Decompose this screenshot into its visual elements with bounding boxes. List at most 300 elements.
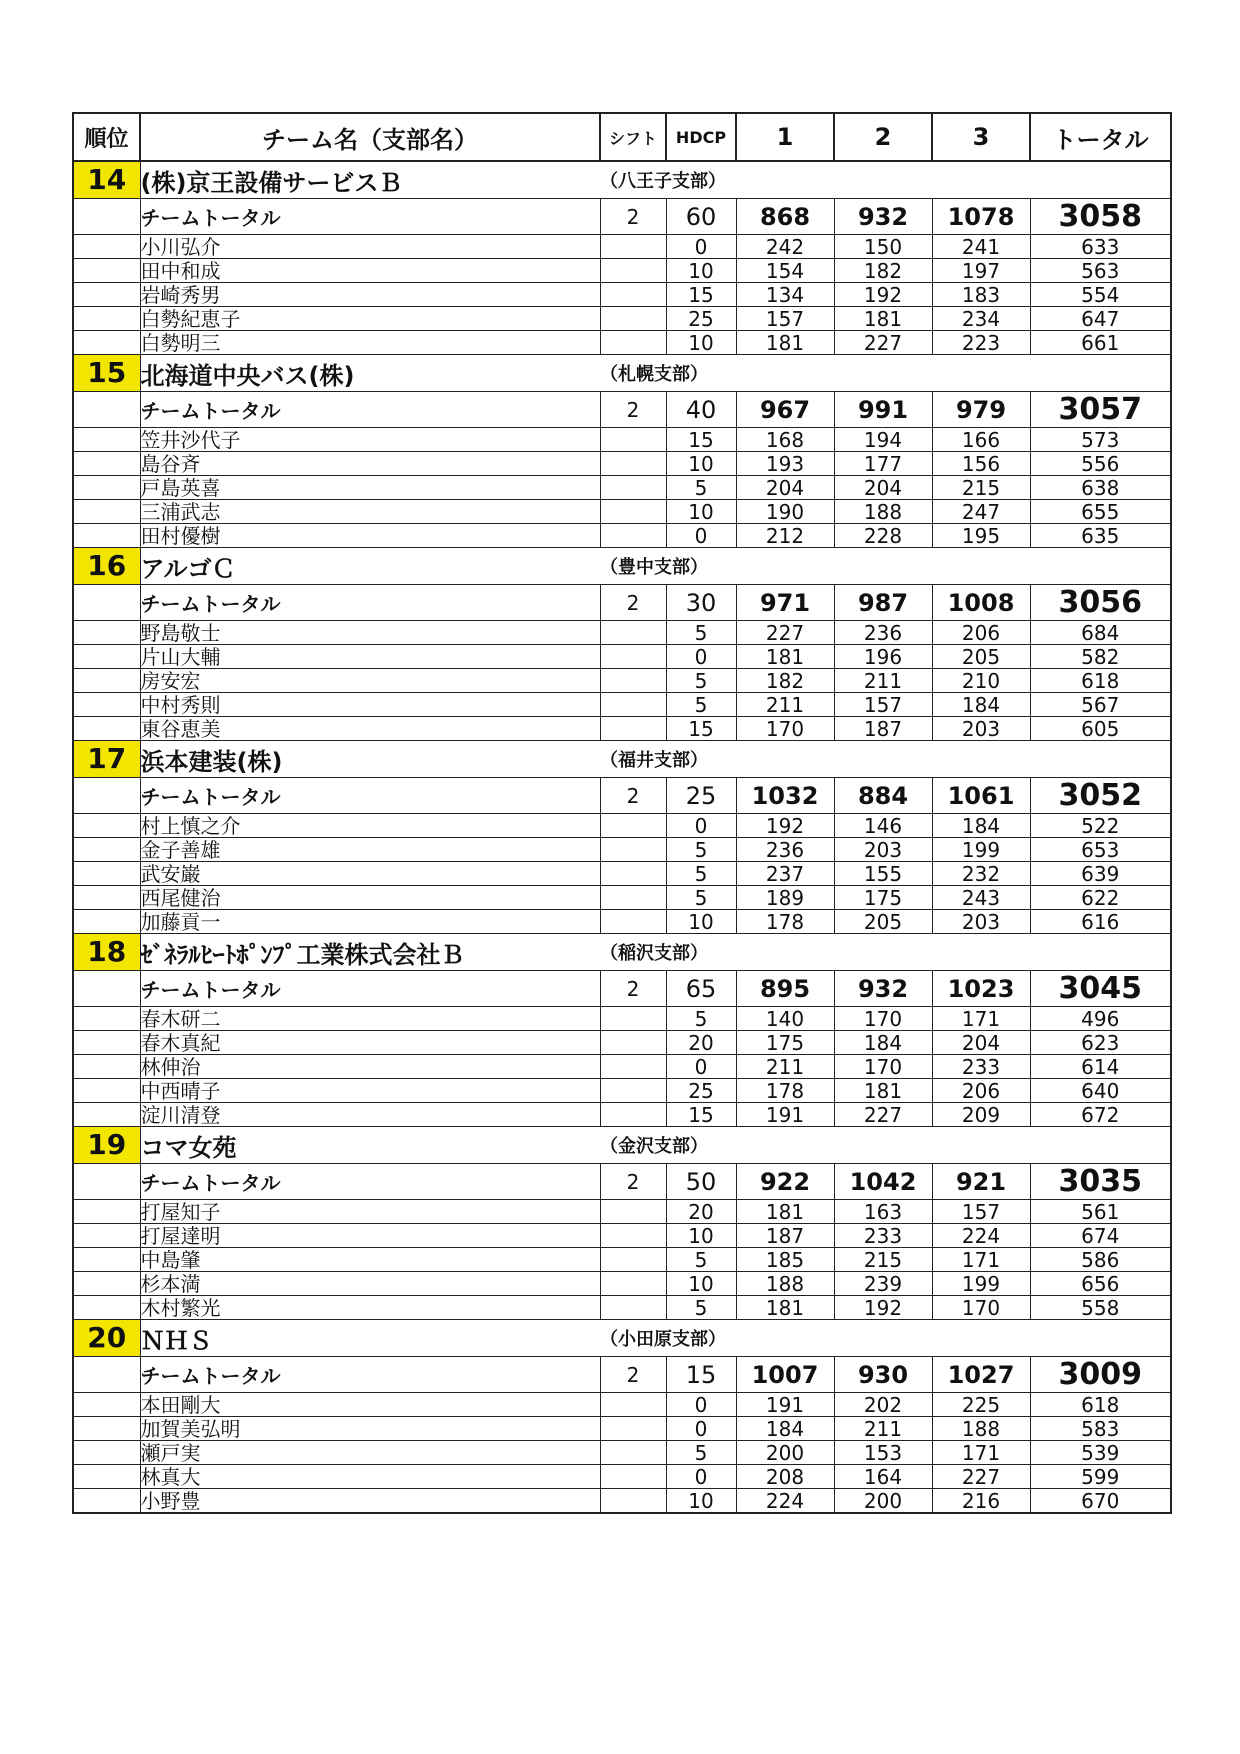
player-hdcp: 0 — [666, 1055, 736, 1079]
player-name: 戸島英喜 — [140, 476, 600, 500]
player-row — [73, 1296, 1171, 1320]
player-game-1: 184 — [736, 1417, 834, 1441]
player-shift — [600, 428, 666, 452]
player-shift — [600, 235, 666, 259]
player-game-2: 239 — [834, 1272, 932, 1296]
player-hdcp: 5 — [666, 693, 736, 717]
rank-empty-cell — [73, 1103, 140, 1127]
header-hdcp: HDCP — [666, 113, 736, 161]
player-game-1: 181 — [736, 331, 834, 355]
player-game-3: 232 — [932, 862, 1030, 886]
team-grand-total: 3057 — [1030, 392, 1171, 428]
player-game-1: 211 — [736, 1055, 834, 1079]
player-name: 田村優樹 — [140, 524, 600, 548]
player-game-3: 247 — [932, 500, 1030, 524]
player-total: 672 — [1030, 1103, 1171, 1127]
team-name: ＮＨＳ — [140, 1320, 600, 1357]
team-total-row — [73, 971, 1171, 1007]
player-row — [73, 428, 1171, 452]
rank-empty-cell — [73, 645, 140, 669]
player-game-3: 225 — [932, 1393, 1030, 1417]
player-total: 573 — [1030, 428, 1171, 452]
player-name: 打屋達明 — [140, 1224, 600, 1248]
player-total: 623 — [1030, 1031, 1171, 1055]
rank-empty-cell — [73, 717, 140, 741]
team-row — [73, 1320, 1171, 1357]
rank-empty-cell — [73, 1272, 140, 1296]
player-row — [73, 669, 1171, 693]
team-total-label: チームトータル — [140, 392, 600, 428]
player-game-2: 184 — [834, 1031, 932, 1055]
team-row — [73, 1127, 1171, 1164]
player-name: 武安巌 — [140, 862, 600, 886]
player-total: 563 — [1030, 259, 1171, 283]
player-game-2: 202 — [834, 1393, 932, 1417]
team-hdcp: 50 — [666, 1164, 736, 1200]
team-game-3: 921 — [932, 1164, 1030, 1200]
rank-empty-cell — [73, 1465, 140, 1489]
player-row — [73, 910, 1171, 934]
player-shift — [600, 1417, 666, 1441]
player-game-1: 191 — [736, 1393, 834, 1417]
team-total-label: チームトータル — [140, 778, 600, 814]
header-total: トータル — [1030, 113, 1171, 161]
team-total-label: チームトータル — [140, 199, 600, 235]
player-game-3: 206 — [932, 1079, 1030, 1103]
player-game-2: 182 — [834, 259, 932, 283]
player-total: 582 — [1030, 645, 1171, 669]
player-name: 三浦武志 — [140, 500, 600, 524]
player-total: 633 — [1030, 235, 1171, 259]
player-total: 605 — [1030, 717, 1171, 741]
player-game-3: 205 — [932, 645, 1030, 669]
player-shift — [600, 283, 666, 307]
rank-empty-cell — [73, 838, 140, 862]
player-game-1: 227 — [736, 621, 834, 645]
team-total-row — [73, 1357, 1171, 1393]
player-game-2: 170 — [834, 1055, 932, 1079]
team-game-1: 868 — [736, 199, 834, 235]
team-total-row — [73, 585, 1171, 621]
player-hdcp: 0 — [666, 524, 736, 548]
player-name: 岩崎秀男 — [140, 283, 600, 307]
player-game-1: 134 — [736, 283, 834, 307]
player-game-2: 153 — [834, 1441, 932, 1465]
player-game-3: 203 — [932, 717, 1030, 741]
player-name: 房安宏 — [140, 669, 600, 693]
rank-badge: 19 — [74, 1127, 140, 1163]
player-row — [73, 693, 1171, 717]
team-game-2: 1042 — [834, 1164, 932, 1200]
player-game-1: 212 — [736, 524, 834, 548]
rank-empty-cell — [73, 392, 140, 428]
player-shift — [600, 886, 666, 910]
player-hdcp: 5 — [666, 838, 736, 862]
player-row — [73, 1489, 1171, 1514]
player-game-3: 156 — [932, 452, 1030, 476]
player-total: 496 — [1030, 1007, 1171, 1031]
player-hdcp: 0 — [666, 1417, 736, 1441]
player-shift — [600, 838, 666, 862]
player-row — [73, 1441, 1171, 1465]
team-game-2: 930 — [834, 1357, 932, 1393]
player-shift — [600, 476, 666, 500]
player-shift — [600, 621, 666, 645]
rank-empty-cell — [73, 669, 140, 693]
rank-empty-cell — [73, 693, 140, 717]
player-shift — [600, 1007, 666, 1031]
player-game-2: 233 — [834, 1224, 932, 1248]
player-game-2: 181 — [834, 1079, 932, 1103]
player-name: 小川弘介 — [140, 235, 600, 259]
player-game-3: 199 — [932, 838, 1030, 862]
player-row — [73, 235, 1171, 259]
player-hdcp: 5 — [666, 476, 736, 500]
player-total: 561 — [1030, 1200, 1171, 1224]
player-game-1: 178 — [736, 1079, 834, 1103]
player-name: 小野豊 — [140, 1489, 600, 1514]
header-game-1: 1 — [736, 113, 834, 161]
rank-empty-cell — [73, 1489, 140, 1514]
branch-name: （豊中支部） — [600, 548, 1171, 585]
team-hdcp: 60 — [666, 199, 736, 235]
branch-name: （八王子支部） — [600, 161, 1171, 199]
rank-empty-cell — [73, 778, 140, 814]
team-game-1: 967 — [736, 392, 834, 428]
team-row — [73, 741, 1171, 778]
header-game-2: 2 — [834, 113, 932, 161]
player-game-1: 208 — [736, 1465, 834, 1489]
player-hdcp: 15 — [666, 717, 736, 741]
player-name: 白勢紀恵子 — [140, 307, 600, 331]
player-game-1: 211 — [736, 693, 834, 717]
player-name: 打屋知子 — [140, 1200, 600, 1224]
player-hdcp: 10 — [666, 1489, 736, 1514]
player-name: 瀬戸実 — [140, 1441, 600, 1465]
player-game-3: 199 — [932, 1272, 1030, 1296]
player-row — [73, 524, 1171, 548]
player-game-2: 187 — [834, 717, 932, 741]
player-game-2: 150 — [834, 235, 932, 259]
player-shift — [600, 910, 666, 934]
player-hdcp: 20 — [666, 1200, 736, 1224]
player-game-1: 189 — [736, 886, 834, 910]
rank-empty-cell — [73, 452, 140, 476]
rank-empty-cell — [73, 500, 140, 524]
player-game-2: 204 — [834, 476, 932, 500]
player-total: 635 — [1030, 524, 1171, 548]
player-row — [73, 1103, 1171, 1127]
player-shift — [600, 307, 666, 331]
player-hdcp: 5 — [666, 1007, 736, 1031]
player-hdcp: 0 — [666, 1465, 736, 1489]
player-shift — [600, 1465, 666, 1489]
team-game-1: 971 — [736, 585, 834, 621]
player-game-1: 224 — [736, 1489, 834, 1514]
rank-badge: 17 — [74, 741, 140, 777]
rank-empty-cell — [73, 1417, 140, 1441]
team-grand-total: 3035 — [1030, 1164, 1171, 1200]
player-hdcp: 10 — [666, 331, 736, 355]
player-game-2: 196 — [834, 645, 932, 669]
rank-badge: 14 — [74, 162, 140, 198]
player-row — [73, 621, 1171, 645]
player-shift — [600, 1103, 666, 1127]
rank-badge: 15 — [74, 355, 140, 391]
player-total: 647 — [1030, 307, 1171, 331]
player-total: 614 — [1030, 1055, 1171, 1079]
player-total: 618 — [1030, 1393, 1171, 1417]
team-game-1: 895 — [736, 971, 834, 1007]
player-name: 島谷斉 — [140, 452, 600, 476]
player-shift — [600, 693, 666, 717]
team-name: (株)京王設備サービスＢ — [140, 161, 600, 199]
player-row — [73, 1200, 1171, 1224]
rank-cell — [73, 355, 140, 392]
player-hdcp: 5 — [666, 1248, 736, 1272]
branch-name: （小田原支部） — [600, 1320, 1171, 1357]
player-total: 556 — [1030, 452, 1171, 476]
player-row — [73, 717, 1171, 741]
player-name: 本田剛大 — [140, 1393, 600, 1417]
player-game-3: 171 — [932, 1248, 1030, 1272]
player-game-2: 157 — [834, 693, 932, 717]
player-total: 638 — [1030, 476, 1171, 500]
player-row — [73, 814, 1171, 838]
player-game-1: 200 — [736, 1441, 834, 1465]
team-game-2: 932 — [834, 971, 932, 1007]
rank-cell — [73, 161, 140, 199]
table-header — [73, 113, 1171, 161]
player-game-3: 171 — [932, 1007, 1030, 1031]
player-game-1: 170 — [736, 717, 834, 741]
player-name: 春木真紀 — [140, 1031, 600, 1055]
player-total: 599 — [1030, 1465, 1171, 1489]
player-name: 田中和成 — [140, 259, 600, 283]
player-game-2: 215 — [834, 1248, 932, 1272]
player-total: 661 — [1030, 331, 1171, 355]
team-game-2: 884 — [834, 778, 932, 814]
player-shift — [600, 1489, 666, 1514]
player-game-1: 181 — [736, 1200, 834, 1224]
player-game-2: 203 — [834, 838, 932, 862]
player-row — [73, 1417, 1171, 1441]
player-game-2: 192 — [834, 1296, 932, 1320]
rank-empty-cell — [73, 886, 140, 910]
player-hdcp: 10 — [666, 259, 736, 283]
player-name: 西尾健治 — [140, 886, 600, 910]
rank-empty-cell — [73, 585, 140, 621]
team-grand-total: 3045 — [1030, 971, 1171, 1007]
player-game-1: 168 — [736, 428, 834, 452]
table-body — [73, 161, 1171, 1513]
player-shift — [600, 1248, 666, 1272]
player-game-2: 211 — [834, 1417, 932, 1441]
team-total-label: チームトータル — [140, 1164, 600, 1200]
player-game-2: 236 — [834, 621, 932, 645]
player-game-3: 223 — [932, 331, 1030, 355]
player-name: 中村秀則 — [140, 693, 600, 717]
player-hdcp: 5 — [666, 886, 736, 910]
team-shift: 2 — [600, 585, 666, 621]
player-total: 653 — [1030, 838, 1171, 862]
player-game-3: 184 — [932, 814, 1030, 838]
player-shift — [600, 862, 666, 886]
player-shift — [600, 1079, 666, 1103]
team-game-2: 991 — [834, 392, 932, 428]
player-game-2: 146 — [834, 814, 932, 838]
player-row — [73, 886, 1171, 910]
rank-empty-cell — [73, 331, 140, 355]
player-shift — [600, 645, 666, 669]
player-game-3: 210 — [932, 669, 1030, 693]
player-game-3: 209 — [932, 1103, 1030, 1127]
player-total: 583 — [1030, 1417, 1171, 1441]
player-game-1: 178 — [736, 910, 834, 934]
player-hdcp: 15 — [666, 283, 736, 307]
player-shift — [600, 1296, 666, 1320]
player-game-1: 181 — [736, 1296, 834, 1320]
player-game-2: 170 — [834, 1007, 932, 1031]
rank-badge: 18 — [74, 934, 140, 970]
player-row — [73, 1465, 1171, 1489]
player-hdcp: 25 — [666, 307, 736, 331]
player-game-3: 188 — [932, 1417, 1030, 1441]
player-game-1: 175 — [736, 1031, 834, 1055]
player-name: 林真大 — [140, 1465, 600, 1489]
branch-name: （福井支部） — [600, 741, 1171, 778]
team-hdcp: 30 — [666, 585, 736, 621]
player-game-2: 194 — [834, 428, 932, 452]
team-shift: 2 — [600, 199, 666, 235]
team-grand-total: 3056 — [1030, 585, 1171, 621]
player-game-2: 163 — [834, 1200, 932, 1224]
player-game-3: 166 — [932, 428, 1030, 452]
team-row — [73, 355, 1171, 392]
player-row — [73, 1007, 1171, 1031]
player-row — [73, 500, 1171, 524]
player-shift — [600, 524, 666, 548]
player-total: 539 — [1030, 1441, 1171, 1465]
player-game-1: 187 — [736, 1224, 834, 1248]
team-total-label: チームトータル — [140, 1357, 600, 1393]
rank-empty-cell — [73, 814, 140, 838]
team-name: コマ女苑 — [140, 1127, 600, 1164]
team-game-2: 932 — [834, 199, 932, 235]
player-game-1: 181 — [736, 645, 834, 669]
team-total-row — [73, 778, 1171, 814]
player-name: 春木研二 — [140, 1007, 600, 1031]
player-hdcp: 20 — [666, 1031, 736, 1055]
team-grand-total: 3052 — [1030, 778, 1171, 814]
player-game-3: 157 — [932, 1200, 1030, 1224]
player-hdcp: 10 — [666, 910, 736, 934]
player-hdcp: 5 — [666, 1441, 736, 1465]
player-hdcp: 5 — [666, 621, 736, 645]
player-total: 558 — [1030, 1296, 1171, 1320]
player-row — [73, 452, 1171, 476]
rank-empty-cell — [73, 1055, 140, 1079]
player-game-1: 188 — [736, 1272, 834, 1296]
player-hdcp: 5 — [666, 862, 736, 886]
player-shift — [600, 1441, 666, 1465]
player-total: 639 — [1030, 862, 1171, 886]
player-game-3: 197 — [932, 259, 1030, 283]
rank-cell — [73, 934, 140, 971]
player-hdcp: 0 — [666, 235, 736, 259]
player-game-3: 241 — [932, 235, 1030, 259]
rank-empty-cell — [73, 862, 140, 886]
player-game-3: 203 — [932, 910, 1030, 934]
player-name: 淀川清登 — [140, 1103, 600, 1127]
player-game-3: 170 — [932, 1296, 1030, 1320]
player-row — [73, 283, 1171, 307]
player-hdcp: 0 — [666, 814, 736, 838]
rank-empty-cell — [73, 476, 140, 500]
player-hdcp: 10 — [666, 1224, 736, 1248]
team-game-3: 979 — [932, 392, 1030, 428]
player-row — [73, 645, 1171, 669]
player-hdcp: 10 — [666, 500, 736, 524]
header-game-3: 3 — [932, 113, 1030, 161]
player-name: 野島敬士 — [140, 621, 600, 645]
team-total-row — [73, 1164, 1171, 1200]
rank-empty-cell — [73, 621, 140, 645]
rank-empty-cell — [73, 1441, 140, 1465]
results-table — [72, 112, 1172, 1514]
player-game-3: 183 — [932, 283, 1030, 307]
header-rank: 順位 — [73, 113, 140, 161]
team-game-1: 922 — [736, 1164, 834, 1200]
team-game-2: 987 — [834, 585, 932, 621]
player-total: 554 — [1030, 283, 1171, 307]
header-shift: シフト — [600, 113, 666, 161]
player-name: 白勢明三 — [140, 331, 600, 355]
player-hdcp: 10 — [666, 1272, 736, 1296]
rank-cell — [73, 741, 140, 778]
team-shift: 2 — [600, 392, 666, 428]
player-game-3: 215 — [932, 476, 1030, 500]
team-hdcp: 15 — [666, 1357, 736, 1393]
header-team-name: チーム名（支部名） — [140, 113, 600, 161]
player-game-3: 224 — [932, 1224, 1030, 1248]
player-shift — [600, 500, 666, 524]
player-total: 567 — [1030, 693, 1171, 717]
player-game-3: 184 — [932, 693, 1030, 717]
player-shift — [600, 1055, 666, 1079]
player-hdcp: 10 — [666, 452, 736, 476]
rank-empty-cell — [73, 1200, 140, 1224]
player-name: 加藤貢一 — [140, 910, 600, 934]
player-game-3: 233 — [932, 1055, 1030, 1079]
rank-badge: 20 — [74, 1320, 140, 1356]
rank-empty-cell — [73, 283, 140, 307]
player-game-3: 227 — [932, 1465, 1030, 1489]
player-shift — [600, 814, 666, 838]
player-name: 東谷恵美 — [140, 717, 600, 741]
team-hdcp: 40 — [666, 392, 736, 428]
player-game-1: 192 — [736, 814, 834, 838]
player-row — [73, 1393, 1171, 1417]
player-row — [73, 331, 1171, 355]
player-total: 674 — [1030, 1224, 1171, 1248]
rank-empty-cell — [73, 1393, 140, 1417]
player-game-1: 190 — [736, 500, 834, 524]
team-grand-total: 3009 — [1030, 1357, 1171, 1393]
player-game-1: 237 — [736, 862, 834, 886]
player-game-1: 157 — [736, 307, 834, 331]
rank-empty-cell — [73, 428, 140, 452]
